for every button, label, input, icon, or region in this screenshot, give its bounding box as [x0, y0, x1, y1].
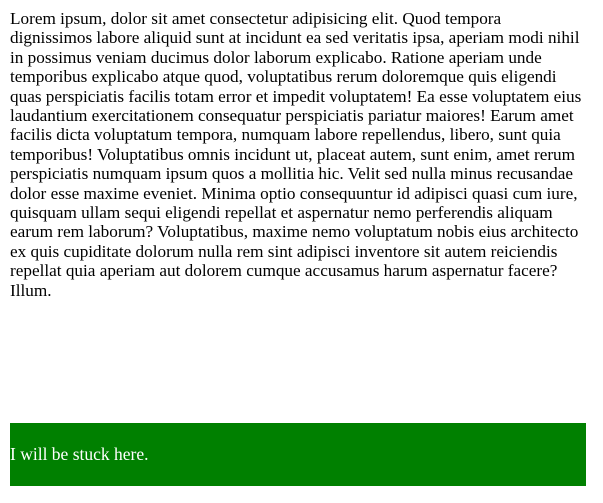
sticky-bar	[10, 423, 586, 486]
sticky-bar-text: I will be stuck here.	[10, 444, 149, 464]
lorem-paragraph: Lorem ipsum, dolor sit amet consectetur adipisicing elit. Quod tempora dignissimos labore aliquid sunt at incidunt ea sed veritatis ipsa, aperiam modi nihil in possimus veniam ducimus dolor laborum explicabo. Ratione aperiam unde temporibus explicabo atque quod, voluptatibus rerum doloremque quis eligendi quas perspiciatis facilis totam error et impedit voluptatem! Ea esse voluptatem eius laudantium exercitationem consequatur perspiciatis pariatur maiores! Earum amet facilis dicta voluptatum tempora, numquam labore repellendus, libero, sunt quia temporibus! Voluptatibus omnis incidunt ut, placeat autem, sunt enim, amet rerum perspiciatis numquam ipsum quos a mollitia hic. Velit sed nulla minus recusandae dolor esse maxime eveniet. Minima optio consequuntur id adipisci quasi cum iure, quisquam ullam sequi eligendi repellat et aspernatur nemo perferendis aliquam earum rem laborum? Voluptatibus, maxime nemo voluptatum nobis eius architecto ex quis cupiditate dolorum nulla rem sint adipisci inventore sit autem reiciendis repellat quia aperiam aut dolorem cumque accusamus harum aspernatur facere? Illum.	[10, 9, 582, 300]
content-area	[10, 9, 586, 300]
